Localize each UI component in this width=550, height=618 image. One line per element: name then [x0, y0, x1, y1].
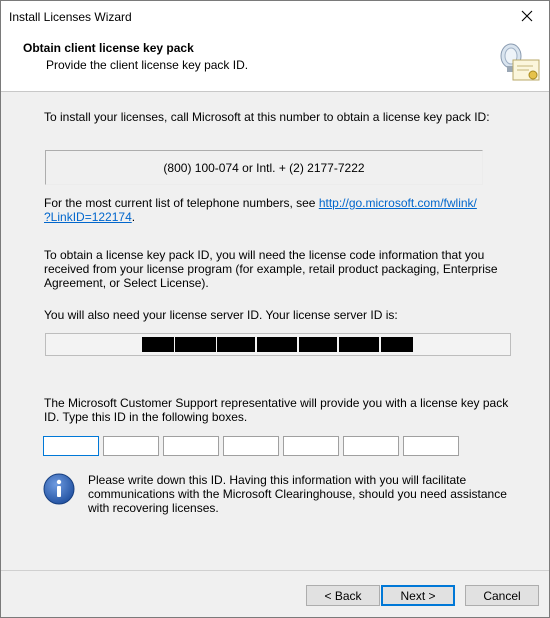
license-certificate-icon: [497, 40, 541, 84]
phone-list-link[interactable]: http://go.microsoft.com/fwlink/ ?LinkID=122174: [44, 196, 477, 224]
key-pack-id-field-5[interactable]: [283, 436, 339, 456]
phone-number: (800) 100-074 or Intl. + (2) 2177-7222: [163, 160, 365, 175]
page-subtitle: Provide the client license key pack ID.: [46, 58, 249, 72]
key-pack-id-field-7[interactable]: [403, 436, 459, 456]
close-icon: [521, 10, 533, 22]
redacted-block: [339, 337, 379, 352]
redacted-block: [217, 337, 255, 352]
phone-number-box: [45, 150, 483, 185]
key-pack-id-field-1[interactable]: [43, 436, 99, 456]
button-separator: [1, 570, 549, 571]
key-pack-id-field-4[interactable]: [223, 436, 279, 456]
redacted-block: [175, 337, 216, 352]
cancel-button[interactable]: Cancel: [465, 585, 539, 606]
back-button[interactable]: < Back: [306, 585, 380, 606]
phone-list-label: For the most current list of telephone numbers, see: [44, 196, 319, 210]
redacted-block: [257, 337, 297, 352]
intro-text: To install your licenses, call Microsoft at this number to obtain a license key pack ID:: [44, 110, 490, 124]
phone-list-text: For the most current list of telephone numbers, see http://go.microsoft.com/fwlink/ ?LinkID=122174.: [44, 196, 477, 224]
support-text: The Microsoft Customer Support representative will provide you with a license key pack ID. Type this ID in the following boxes.: [44, 396, 509, 424]
key-pack-id-field-6[interactable]: [343, 436, 399, 456]
window-title: Install Licenses Wizard: [9, 10, 132, 24]
close-button[interactable]: [505, 1, 549, 31]
license-code-text: To obtain a license key pack ID, you will need the license code information that you received from your license program (for example, retail product packaging, Enterprise Agreement, or Select License).: [44, 248, 498, 290]
redacted-block: [142, 337, 174, 352]
license-server-id-box: [45, 333, 511, 356]
key-pack-id-field-2[interactable]: [103, 436, 159, 456]
wizard-header: [1, 32, 549, 92]
info-icon: [43, 473, 75, 505]
redacted-block: [299, 337, 337, 352]
redacted-block: [381, 337, 413, 352]
page-title: Obtain client license key pack: [23, 41, 194, 55]
server-id-text: You will also need your license server ID. Your license server ID is:: [44, 308, 398, 322]
wizard-content: [1, 92, 549, 569]
key-pack-id-field-3[interactable]: [163, 436, 219, 456]
info-text: Please write down this ID. Having this information with you will facilitate communications with the Microsoft Clearinghouse, should you need assistance with recovering licenses.: [88, 473, 507, 515]
next-button[interactable]: Next >: [381, 585, 455, 606]
title-bar: [1, 1, 549, 32]
